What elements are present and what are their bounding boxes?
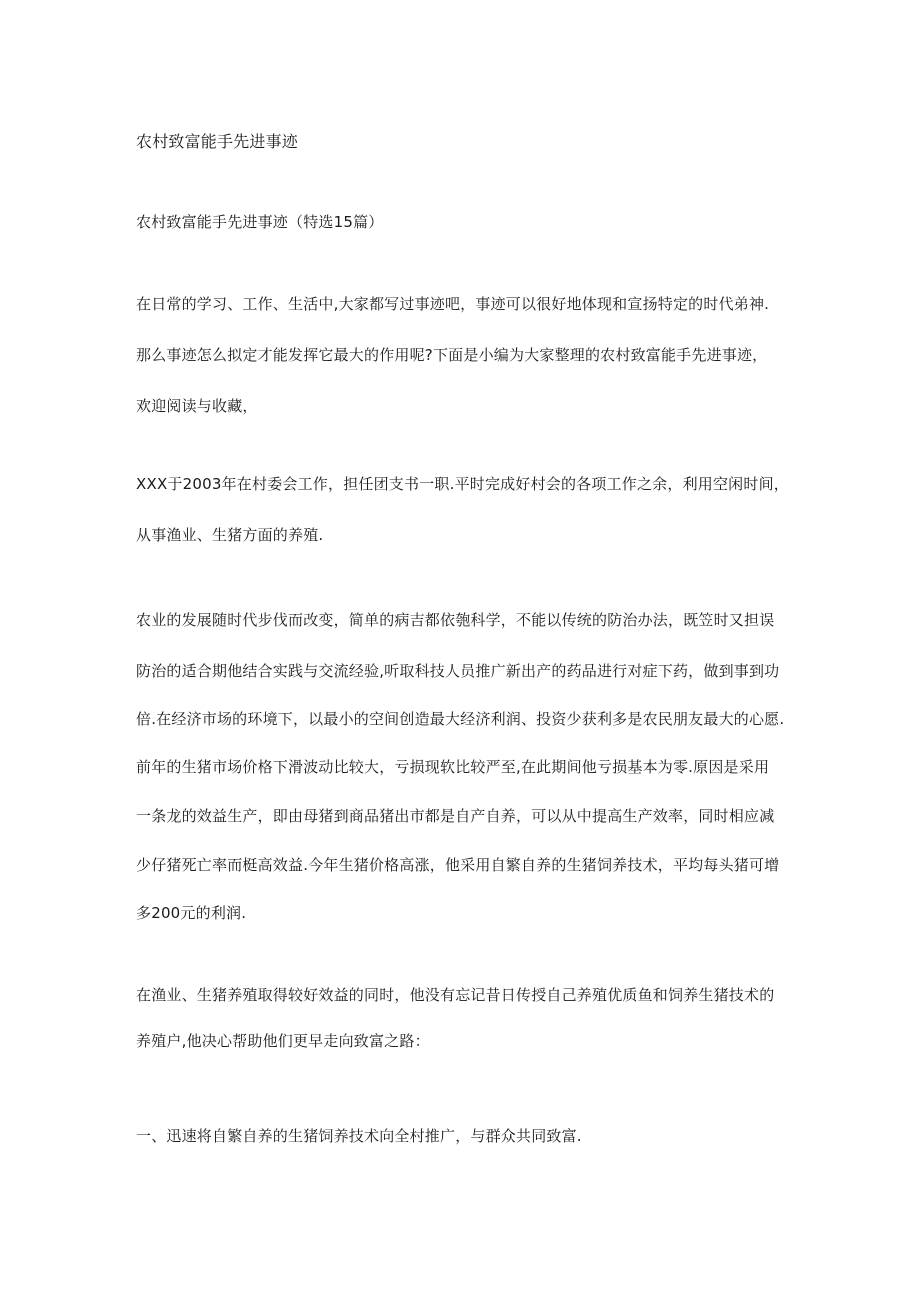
text-line: 多200元的利润.: [136, 904, 247, 922]
text-line: 那么事迹怎么拟定才能发挥它最大的作用呢?下面是小编为大家整理的农村致富能手先进事迹，: [136, 346, 768, 364]
text-line: XXX于2003年在村委会工作，担任团支书一职.平时完成好村会的各项工作之余，利用空闲时间，: [136, 475, 789, 493]
text-line: 一条龙的效益生产，即由母猪到商品猪出市都是自产自养，可以从中提高生产效率，同时相应减: [136, 807, 775, 825]
text-line: 从事渔业、生猪方面的养殖.: [136, 526, 324, 544]
text-line: 倍.在经济市场的环境下，以最小的空间创造最大经济利润、投资少获利多是农民朋友最大的心愿.: [136, 710, 785, 728]
text-line: 少仔猪死亡率而梃高效益.今年生猪价格高涨，他采用自繁自养的生猪饲养技术，平均每头猪可增: [136, 856, 780, 874]
text-line: 一、迅速将自繁自养的生猪饲养技术向全村推广，与群众共同致富.: [136, 1127, 582, 1145]
document-subtitle: 农村致富能手先进事迹（特选15篇）: [136, 213, 384, 231]
text-line: 在日常的学习、工作、生活中,大家都写过事迹吧，事迹可以很好地体现和宣扬特定的时代弟神.: [136, 295, 770, 313]
text-line: 欢迎阅读与收藏，: [136, 397, 258, 415]
text-line: 防治的适合期他结合实践与交流经验,听取科技人员推广新出产的药品进行对症下药，做到事到功: [136, 662, 780, 680]
text-line: 农业的发展随时代步伐而改变，简单的病吉都依匏科学，不能以传统的防治办法，既笠时又担误: [136, 611, 775, 629]
text-line: 养殖户,他决心帮助他们更早走向致富之路：: [136, 1032, 430, 1050]
text-line: 前年的生猪市场价格下滑波动比较大，亏损现软比较严至,在此期间他亏损基本为零.原因是采用: [136, 758, 770, 776]
document-title: 农村致富能手先进事迹: [136, 132, 299, 151]
text-line: 在渔业、生猪养殖取得较好效益的同时，他没有忘记昔日传授自己养殖优质鱼和饲养生猪技术的: [136, 986, 775, 1004]
